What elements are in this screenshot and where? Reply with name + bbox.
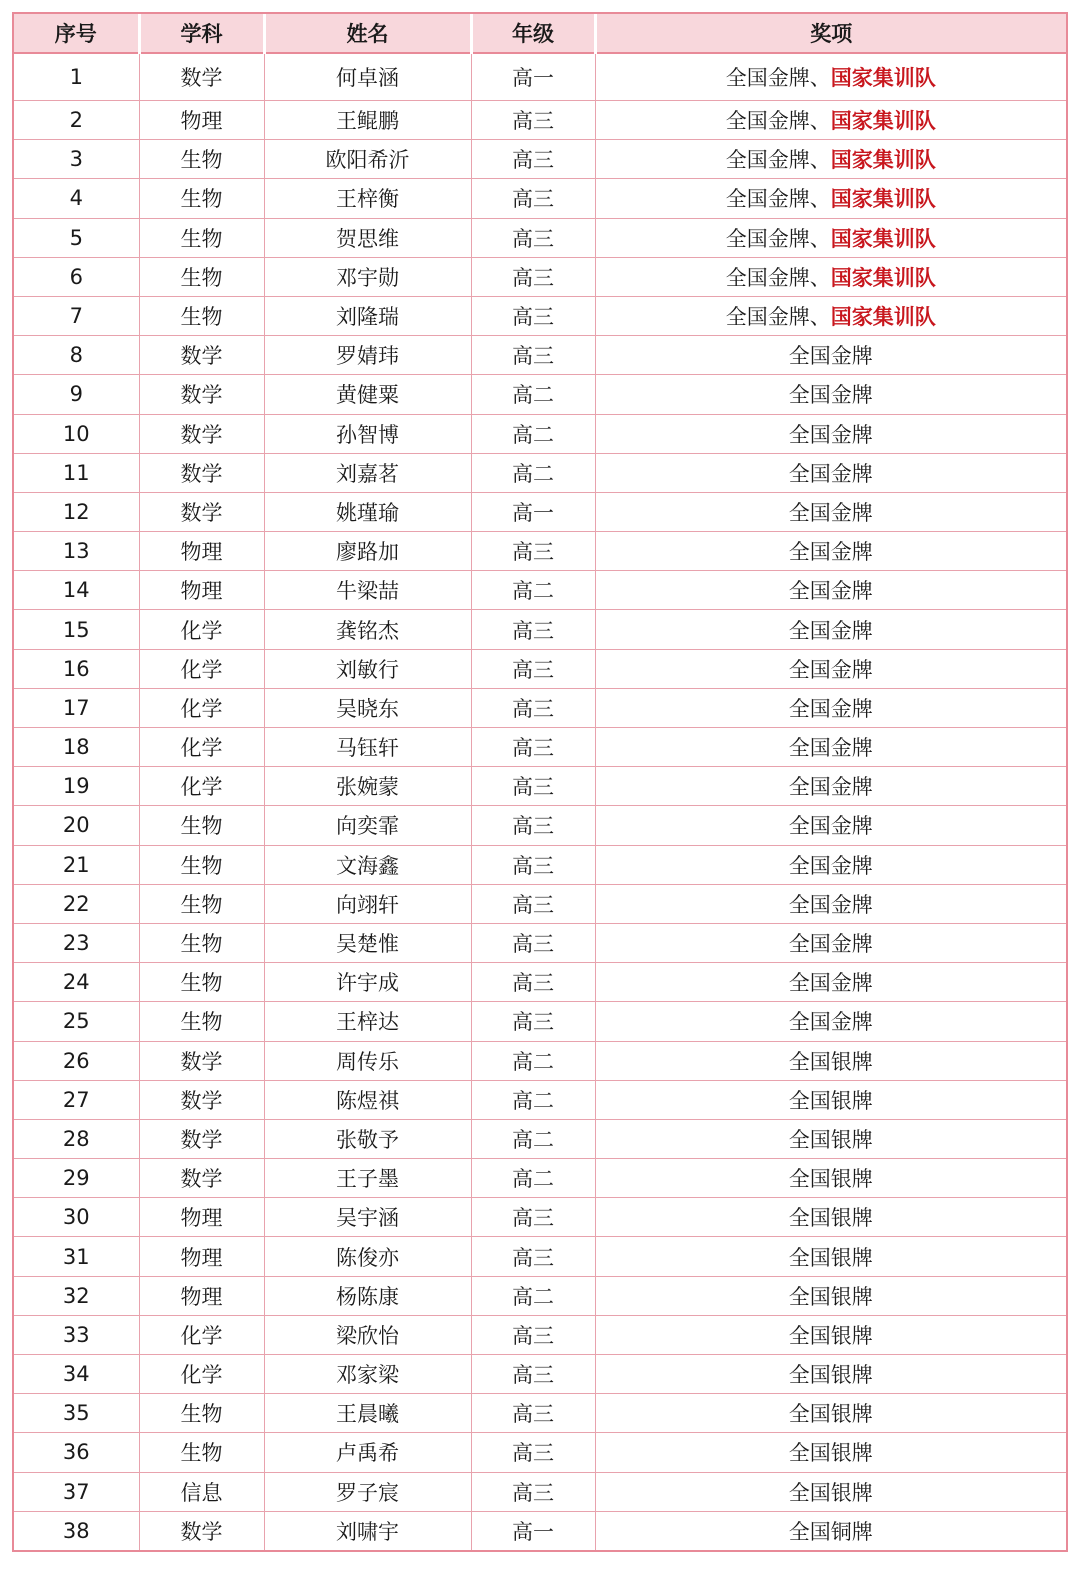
cell-award — [595, 1198, 1066, 1237]
cell-name: 何卓涵 — [264, 53, 471, 101]
cell-grade: 高三 — [471, 336, 595, 375]
award-text: 全国金牌 — [788, 853, 873, 878]
cell-grade: 高二 — [471, 1041, 595, 1080]
cell-award — [595, 806, 1066, 845]
cell-name: 孙智博 — [264, 414, 471, 453]
cell-name: 陈俊亦 — [264, 1237, 471, 1276]
award-text: 全国金牌、 — [725, 305, 831, 330]
table-row — [14, 218, 1066, 257]
cell-no: 20 — [14, 806, 139, 845]
cell-subject: 物理 — [139, 1237, 264, 1276]
table-row — [14, 1511, 1066, 1550]
cell-name: 龚铭杰 — [264, 610, 471, 649]
award-text: 全国银牌 — [788, 1480, 873, 1505]
cell-grade: 高三 — [471, 688, 595, 727]
cell-no: 3 — [14, 140, 139, 179]
table-row — [14, 1041, 1066, 1080]
cell-subject: 数学 — [139, 1159, 264, 1198]
cell-subject: 生物 — [139, 923, 264, 962]
cell-grade: 高三 — [471, 101, 595, 140]
table-row — [14, 767, 1066, 806]
cell-no: 6 — [14, 257, 139, 296]
cell-award — [595, 649, 1066, 688]
cell-no: 24 — [14, 963, 139, 1002]
cell-subject: 生物 — [139, 140, 264, 179]
cell-name: 向翊轩 — [264, 884, 471, 923]
cell-name: 黄健粟 — [264, 375, 471, 414]
cell-grade: 高三 — [471, 532, 595, 571]
cell-subject: 生物 — [139, 963, 264, 1002]
header-row — [14, 14, 1066, 53]
cell-no: 33 — [14, 1315, 139, 1354]
cell-award — [595, 1002, 1066, 1041]
cell-no: 13 — [14, 532, 139, 571]
cell-no: 31 — [14, 1237, 139, 1276]
cell-name: 刘啸宇 — [264, 1511, 471, 1550]
cell-award — [595, 1511, 1066, 1550]
table-row — [14, 845, 1066, 884]
award-text: 全国金牌 — [788, 814, 873, 839]
cell-subject: 化学 — [139, 767, 264, 806]
cell-subject: 数学 — [139, 492, 264, 531]
cell-no: 37 — [14, 1472, 139, 1511]
cell-no: 30 — [14, 1198, 139, 1237]
cell-grade: 高三 — [471, 218, 595, 257]
table-row — [14, 1433, 1066, 1472]
cell-grade: 高三 — [471, 1355, 595, 1394]
cell-award — [595, 1355, 1066, 1394]
cell-award — [595, 1041, 1066, 1080]
cell-award — [595, 571, 1066, 610]
award-text: 全国金牌 — [788, 579, 873, 604]
cell-award — [595, 218, 1066, 257]
cell-grade: 高二 — [471, 414, 595, 453]
award-text: 全国金牌、 — [725, 148, 831, 173]
cell-grade: 高一 — [471, 1511, 595, 1550]
cell-no: 17 — [14, 688, 139, 727]
table-body — [14, 53, 1066, 1550]
cell-subject: 数学 — [139, 453, 264, 492]
award-highlight-text: 国家集训队 — [830, 148, 936, 173]
cell-no: 1 — [14, 53, 139, 101]
cell-grade: 高三 — [471, 963, 595, 1002]
table-row — [14, 532, 1066, 571]
table-row — [14, 1159, 1066, 1198]
table-row — [14, 728, 1066, 767]
table-row — [14, 414, 1066, 453]
award-text: 全国金牌 — [788, 775, 873, 800]
cell-award — [595, 1472, 1066, 1511]
cell-no: 29 — [14, 1159, 139, 1198]
cell-no: 21 — [14, 845, 139, 884]
cell-award — [595, 375, 1066, 414]
cell-subject: 生物 — [139, 179, 264, 218]
table-row — [14, 296, 1066, 335]
table-row — [14, 1237, 1066, 1276]
cell-grade: 高三 — [471, 179, 595, 218]
cell-subject: 生物 — [139, 257, 264, 296]
award-text: 全国金牌 — [788, 422, 873, 447]
table-row — [14, 101, 1066, 140]
cell-grade: 高三 — [471, 1433, 595, 1472]
cell-award — [595, 53, 1066, 101]
award-text: 全国银牌 — [788, 1323, 873, 1348]
cell-no: 4 — [14, 179, 139, 218]
cell-grade: 高一 — [471, 492, 595, 531]
cell-name: 邓宇勋 — [264, 257, 471, 296]
cell-name: 罗婧玮 — [264, 336, 471, 375]
cell-name: 王子墨 — [264, 1159, 471, 1198]
cell-subject: 数学 — [139, 1080, 264, 1119]
cell-award — [595, 414, 1066, 453]
cell-no: 7 — [14, 296, 139, 335]
cell-grade: 高二 — [471, 571, 595, 610]
table-row — [14, 1355, 1066, 1394]
cell-subject: 生物 — [139, 218, 264, 257]
cell-subject: 数学 — [139, 1119, 264, 1158]
cell-award — [595, 532, 1066, 571]
award-text: 全国金牌、 — [725, 187, 831, 212]
cell-no: 15 — [14, 610, 139, 649]
award-text: 全国金牌、 — [725, 66, 831, 90]
cell-award — [595, 1119, 1066, 1158]
cell-award — [595, 1080, 1066, 1119]
cell-award — [595, 101, 1066, 140]
table-row — [14, 140, 1066, 179]
cell-subject: 生物 — [139, 806, 264, 845]
cell-no: 14 — [14, 571, 139, 610]
table-row — [14, 649, 1066, 688]
cell-subject: 物理 — [139, 101, 264, 140]
table-row — [14, 1315, 1066, 1354]
cell-award — [595, 1276, 1066, 1315]
award-text: 全国金牌 — [788, 500, 873, 525]
cell-no: 12 — [14, 492, 139, 531]
cell-subject: 数学 — [139, 336, 264, 375]
table-row — [14, 688, 1066, 727]
header-no: 序号 — [14, 14, 139, 53]
award-text: 全国铜牌 — [788, 1519, 873, 1544]
cell-award — [595, 1237, 1066, 1276]
award-highlight-text: 国家集训队 — [830, 187, 936, 212]
cell-name: 王梓衡 — [264, 179, 471, 218]
cell-award — [595, 728, 1066, 767]
table-row — [14, 257, 1066, 296]
award-highlight-text: 国家集训队 — [830, 305, 936, 330]
cell-award — [595, 492, 1066, 531]
cell-subject: 化学 — [139, 610, 264, 649]
cell-subject: 信息 — [139, 1472, 264, 1511]
cell-grade: 高三 — [471, 649, 595, 688]
award-text: 全国银牌 — [788, 1363, 873, 1388]
award-table — [14, 14, 1066, 1550]
cell-name: 罗子宸 — [264, 1472, 471, 1511]
cell-name: 张敬予 — [264, 1119, 471, 1158]
header-award: 奖项 — [595, 14, 1066, 53]
table-row — [14, 1002, 1066, 1041]
cell-no: 28 — [14, 1119, 139, 1158]
table-row — [14, 1394, 1066, 1433]
award-text: 全国金牌 — [788, 892, 873, 917]
table-row — [14, 1276, 1066, 1315]
cell-subject: 物理 — [139, 1276, 264, 1315]
cell-no: 16 — [14, 649, 139, 688]
cell-award — [595, 767, 1066, 806]
cell-grade: 高三 — [471, 806, 595, 845]
cell-no: 5 — [14, 218, 139, 257]
cell-award — [595, 963, 1066, 1002]
award-text: 全国银牌 — [788, 1245, 873, 1270]
cell-no: 11 — [14, 453, 139, 492]
cell-no: 19 — [14, 767, 139, 806]
cell-grade: 高三 — [471, 1472, 595, 1511]
award-text: 全国金牌 — [788, 461, 873, 486]
cell-grade: 高二 — [471, 1159, 595, 1198]
cell-name: 周传乐 — [264, 1041, 471, 1080]
cell-award — [595, 179, 1066, 218]
cell-no: 23 — [14, 923, 139, 962]
award-text: 全国金牌 — [788, 540, 873, 565]
table-row — [14, 336, 1066, 375]
cell-subject: 物理 — [139, 1198, 264, 1237]
cell-subject: 数学 — [139, 375, 264, 414]
table-row — [14, 53, 1066, 101]
cell-award — [595, 1315, 1066, 1354]
cell-no: 9 — [14, 375, 139, 414]
award-text: 全国银牌 — [788, 1284, 873, 1309]
cell-no: 8 — [14, 336, 139, 375]
award-text: 全国金牌、 — [725, 265, 831, 290]
cell-name: 王鲲鹏 — [264, 101, 471, 140]
table-row — [14, 1080, 1066, 1119]
cell-grade: 高二 — [471, 1276, 595, 1315]
cell-grade: 高三 — [471, 140, 595, 179]
cell-subject: 生物 — [139, 1394, 264, 1433]
cell-subject: 生物 — [139, 1433, 264, 1472]
cell-grade: 高三 — [471, 610, 595, 649]
award-highlight-text: 国家集训队 — [830, 265, 936, 290]
cell-name: 牛梁喆 — [264, 571, 471, 610]
award-text: 全国金牌 — [788, 736, 873, 761]
header-subject: 学科 — [139, 14, 264, 53]
cell-subject: 化学 — [139, 1315, 264, 1354]
cell-no: 2 — [14, 101, 139, 140]
cell-grade: 高三 — [471, 1237, 595, 1276]
table-row — [14, 806, 1066, 845]
cell-no: 38 — [14, 1511, 139, 1550]
award-text: 全国银牌 — [788, 1402, 873, 1427]
cell-name: 刘敏行 — [264, 649, 471, 688]
cell-award — [595, 140, 1066, 179]
award-text: 全国金牌 — [788, 696, 873, 721]
cell-grade: 高一 — [471, 53, 595, 101]
cell-name: 吴宇涵 — [264, 1198, 471, 1237]
cell-name: 许宇成 — [264, 963, 471, 1002]
cell-name: 邓家梁 — [264, 1355, 471, 1394]
cell-grade: 高三 — [471, 1198, 595, 1237]
cell-subject: 化学 — [139, 649, 264, 688]
cell-grade: 高二 — [471, 453, 595, 492]
cell-award — [595, 1159, 1066, 1198]
table-row — [14, 610, 1066, 649]
table-row — [14, 1119, 1066, 1158]
cell-name: 刘嘉茗 — [264, 453, 471, 492]
cell-name: 陈煜祺 — [264, 1080, 471, 1119]
cell-no: 35 — [14, 1394, 139, 1433]
award-highlight-text: 国家集训队 — [830, 226, 936, 251]
cell-no: 22 — [14, 884, 139, 923]
cell-name: 贺思维 — [264, 218, 471, 257]
table-row — [14, 963, 1066, 1002]
cell-award — [595, 257, 1066, 296]
award-text: 全国银牌 — [788, 1441, 873, 1466]
table-row — [14, 884, 1066, 923]
cell-grade: 高二 — [471, 1080, 595, 1119]
header-name: 姓名 — [264, 14, 471, 53]
award-text: 全国金牌 — [788, 971, 873, 996]
award-text: 全国银牌 — [788, 1127, 873, 1152]
cell-name: 卢禹希 — [264, 1433, 471, 1472]
cell-name: 向奕霏 — [264, 806, 471, 845]
award-text: 全国银牌 — [788, 1049, 873, 1074]
cell-name: 吴楚惟 — [264, 923, 471, 962]
cell-subject: 物理 — [139, 532, 264, 571]
cell-no: 36 — [14, 1433, 139, 1472]
table-header — [14, 14, 1066, 53]
award-text: 全国银牌 — [788, 1088, 873, 1113]
cell-grade: 高三 — [471, 845, 595, 884]
cell-name: 刘隆瑞 — [264, 296, 471, 335]
cell-award — [595, 688, 1066, 727]
cell-grade: 高三 — [471, 767, 595, 806]
award-text: 全国金牌 — [788, 657, 873, 682]
cell-award — [595, 884, 1066, 923]
cell-no: 10 — [14, 414, 139, 453]
award-text: 全国金牌 — [788, 1010, 873, 1035]
cell-name: 廖路加 — [264, 532, 471, 571]
table-row — [14, 375, 1066, 414]
cell-name: 欧阳希沂 — [264, 140, 471, 179]
cell-grade: 高三 — [471, 1394, 595, 1433]
cell-award — [595, 1394, 1066, 1433]
cell-subject: 生物 — [139, 296, 264, 335]
header-grade: 年级 — [471, 14, 595, 53]
award-table-container — [12, 12, 1068, 1552]
cell-grade: 高三 — [471, 884, 595, 923]
cell-subject: 化学 — [139, 688, 264, 727]
cell-subject: 物理 — [139, 571, 264, 610]
cell-name: 姚瑾瑜 — [264, 492, 471, 531]
cell-grade: 高三 — [471, 257, 595, 296]
cell-name: 梁欣怡 — [264, 1315, 471, 1354]
cell-subject: 化学 — [139, 728, 264, 767]
cell-subject: 数学 — [139, 1041, 264, 1080]
award-highlight-text: 国家集训队 — [830, 109, 936, 134]
cell-no: 25 — [14, 1002, 139, 1041]
cell-award — [595, 453, 1066, 492]
cell-subject: 化学 — [139, 1355, 264, 1394]
cell-award — [595, 1433, 1066, 1472]
table-row — [14, 492, 1066, 531]
table-row — [14, 453, 1066, 492]
cell-name: 吴晓东 — [264, 688, 471, 727]
award-text: 全国银牌 — [788, 1206, 873, 1231]
award-text: 全国金牌、 — [725, 109, 831, 134]
cell-award — [595, 296, 1066, 335]
cell-grade: 高三 — [471, 1315, 595, 1354]
cell-subject: 生物 — [139, 1002, 264, 1041]
award-text: 全国金牌 — [788, 618, 873, 643]
cell-award — [595, 923, 1066, 962]
cell-no: 18 — [14, 728, 139, 767]
award-text: 全国金牌 — [788, 344, 873, 369]
cell-subject: 生物 — [139, 884, 264, 923]
cell-no: 26 — [14, 1041, 139, 1080]
cell-grade: 高三 — [471, 923, 595, 962]
cell-no: 27 — [14, 1080, 139, 1119]
award-text: 全国金牌、 — [725, 226, 831, 251]
cell-grade: 高二 — [471, 375, 595, 414]
cell-no: 32 — [14, 1276, 139, 1315]
table-row — [14, 1198, 1066, 1237]
cell-subject: 数学 — [139, 53, 264, 101]
table-row — [14, 923, 1066, 962]
cell-name: 文海鑫 — [264, 845, 471, 884]
cell-grade: 高三 — [471, 296, 595, 335]
cell-subject: 生物 — [139, 845, 264, 884]
cell-no: 34 — [14, 1355, 139, 1394]
cell-name: 马钰轩 — [264, 728, 471, 767]
cell-subject: 数学 — [139, 414, 264, 453]
cell-name: 王晨曦 — [264, 1394, 471, 1433]
cell-name: 张婉蒙 — [264, 767, 471, 806]
cell-name: 王梓达 — [264, 1002, 471, 1041]
cell-award — [595, 845, 1066, 884]
table-row — [14, 571, 1066, 610]
award-highlight-text: 国家集训队 — [830, 66, 936, 90]
award-text: 全国金牌 — [788, 932, 873, 957]
cell-grade: 高二 — [471, 1119, 595, 1158]
table-row — [14, 179, 1066, 218]
award-text: 全国金牌 — [788, 383, 873, 408]
table-row — [14, 1472, 1066, 1511]
cell-name: 杨陈康 — [264, 1276, 471, 1315]
award-text: 全国银牌 — [788, 1167, 873, 1192]
cell-grade: 高三 — [471, 1002, 595, 1041]
cell-subject: 数学 — [139, 1511, 264, 1550]
cell-grade: 高三 — [471, 728, 595, 767]
cell-award — [595, 610, 1066, 649]
cell-award — [595, 336, 1066, 375]
